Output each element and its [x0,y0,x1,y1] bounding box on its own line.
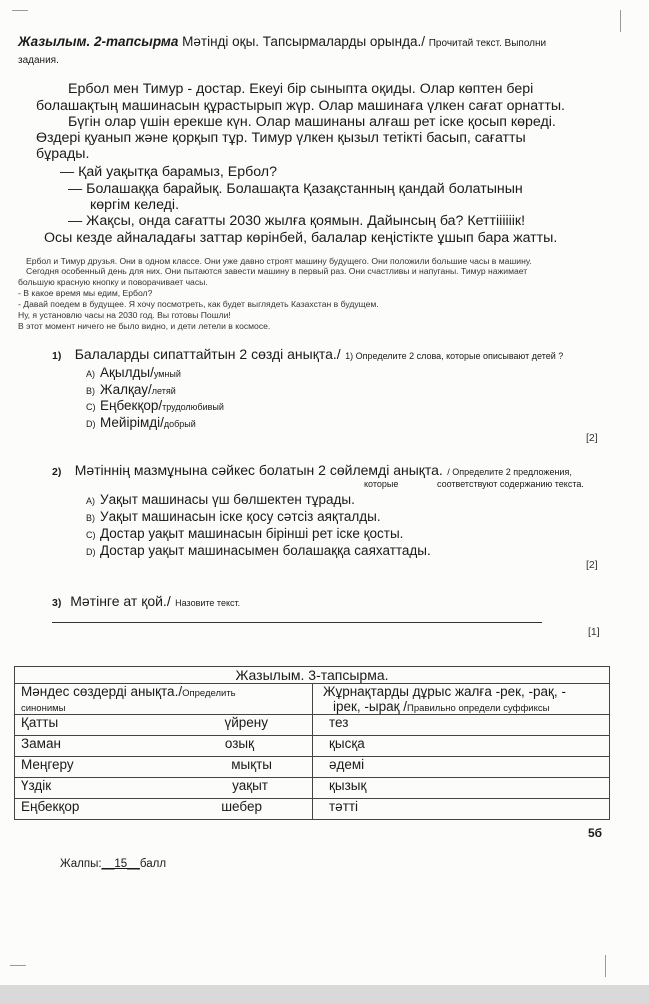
text-ru-line: Сегодня особенный день для них. Они пытаются завести машину в первый раз. Они счастливы и напуганы. Тимур нажимает [26,266,528,276]
q1-marks: [2] [586,432,598,444]
suffix-cell[interactable]: тәтті [313,799,610,820]
synonym-row: Қатты үйрену [15,715,313,736]
q2-option: D) Достар уақыт машинасымен болашаққа саяхаттады. [86,543,431,558]
task3-table [14,666,610,820]
text-ru-line: В этот момент ничего не было видно, и дети летели в космосе. [18,321,271,331]
q2-option: C) Достар уақыт машинасын бірінші рет іске қосты. [86,526,404,541]
q1-option: C) Еңбекқор/трудолюбивый [86,398,224,413]
task2-header-cont: задания. [18,55,59,66]
text-kz-line: болашақтың машинасын құрастырып жүр. Олар машинаға үлкен сағат орнатты. [36,98,565,114]
total-score: Жалпы:__15__балл [60,858,167,870]
text-kz-line: Өздері қуанып және қорқып тұр. Тимур үлкен қызыл тетікті басып, сағатты [36,130,526,146]
q3-marks: [1] [588,626,600,638]
crop-mark [619,10,621,32]
task3-marks: 5б [588,826,603,840]
q1-option: B) Жалқау/летяй [86,382,176,397]
question-2-cont: соответствуют содержанию текста. [437,479,584,489]
col-synonyms-header: Мәндес сөздерді анықта./Определить синонимы [15,684,313,715]
text-kz-line: көргім келеді. [90,197,180,213]
question-1: 1) Балаларды сипаттайтын 2 сөзді анықта./ 1) Определите 2 слова, которые описывают детей ? [52,346,564,362]
synonym-row: Заман озық [15,736,313,757]
suffix-cell[interactable]: әдемі [313,757,610,778]
crop-mark [12,10,28,27]
q1-option: D) Мейірімді/добрый [86,415,196,430]
text-ru-line: Ну, я установлю часы на 2030 год. Вы готовы Пошли! [18,310,231,320]
question-3: 3) Мәтінге ат қой./ Назовите текст. [52,593,241,609]
q2-option: B) Уақыт машинасын іске қосу сәтсіз аяқталды. [86,509,381,524]
q2-marks: [2] [586,559,598,571]
text-ru-line: - В какое время мы едим, Ербол? [18,288,153,298]
synonym-row: Үздік уақыт [15,778,313,799]
text-kz-line: Осы кезде айналадағы заттар көрінбей, балалар кеңістікте ұшып бара жатты. [44,230,558,246]
q3-answer-line[interactable] [52,622,542,623]
question-2: 2) Мәтіннің мазмұнына сәйкес болатын 2 сөйлемді анықта. / Определите 2 предложения, [52,462,572,478]
text-kz-line: — Болашаққа барайық. Болашақта Қазақстанның қандай болатынын [68,181,523,197]
question-2-cont: которые [364,479,399,489]
text-kz-line: — Жақсы, онда сағатты 2030 жылға қоямын. Дайынсың ба? Кеттіііііік! [68,213,526,229]
crop-mark [10,964,26,966]
text-kz-line: — Қай уақытқа барамыз, Ербол? [60,164,277,180]
q1-option: A) Ақылды/умный [86,365,181,380]
suffix-cell[interactable]: қысқа [313,736,610,757]
text-kz-line: Ербол мен Тимур - достар. Екеуі бір сыныпта оқиды. Олар көптен бері [68,81,534,97]
synonym-row: Еңбекқор шебер [15,799,313,820]
text-ru-line: большую красную кнопку и поворачивает часы. [18,277,208,287]
text-kz-line: Бүгін олар үшін ерекше күн. Олар машинаны алғаш рет іске қосып көреді. [68,114,556,130]
suffix-cell[interactable]: қызық [313,778,610,799]
task2-header: Жазылым. 2-тапсырма Мәтінді оқы. Тапсырмаларды орында./ Прочитай текст. Выполни [18,34,547,49]
q2-option: A) Уақыт машинасы үш бөлшектен тұрады. [86,492,355,507]
suffix-cell[interactable]: тез [313,715,610,736]
text-ru-line: - Давай поедем в будущее. Я хочу посмотреть, как будет выглядеть Казахстан в будущем. [18,299,379,309]
text-ru-line: Ербол и Тимур друзья. Они в одном классе. Они уже давно строят машину будущего. Они положили большие часы в машину. [26,256,532,266]
col-suffix-header: Жұрнақтарды дұрыс жалға -рек, -рақ, - ірек, -ырақ /Правильно определи суффиксы [313,684,610,715]
text-kz-line: бұрады. [36,146,90,162]
crop-mark [604,955,606,977]
synonym-row: Меңгеру мықты [15,757,313,778]
task3-title: Жазылым. 3-тапсырма. [15,667,610,684]
